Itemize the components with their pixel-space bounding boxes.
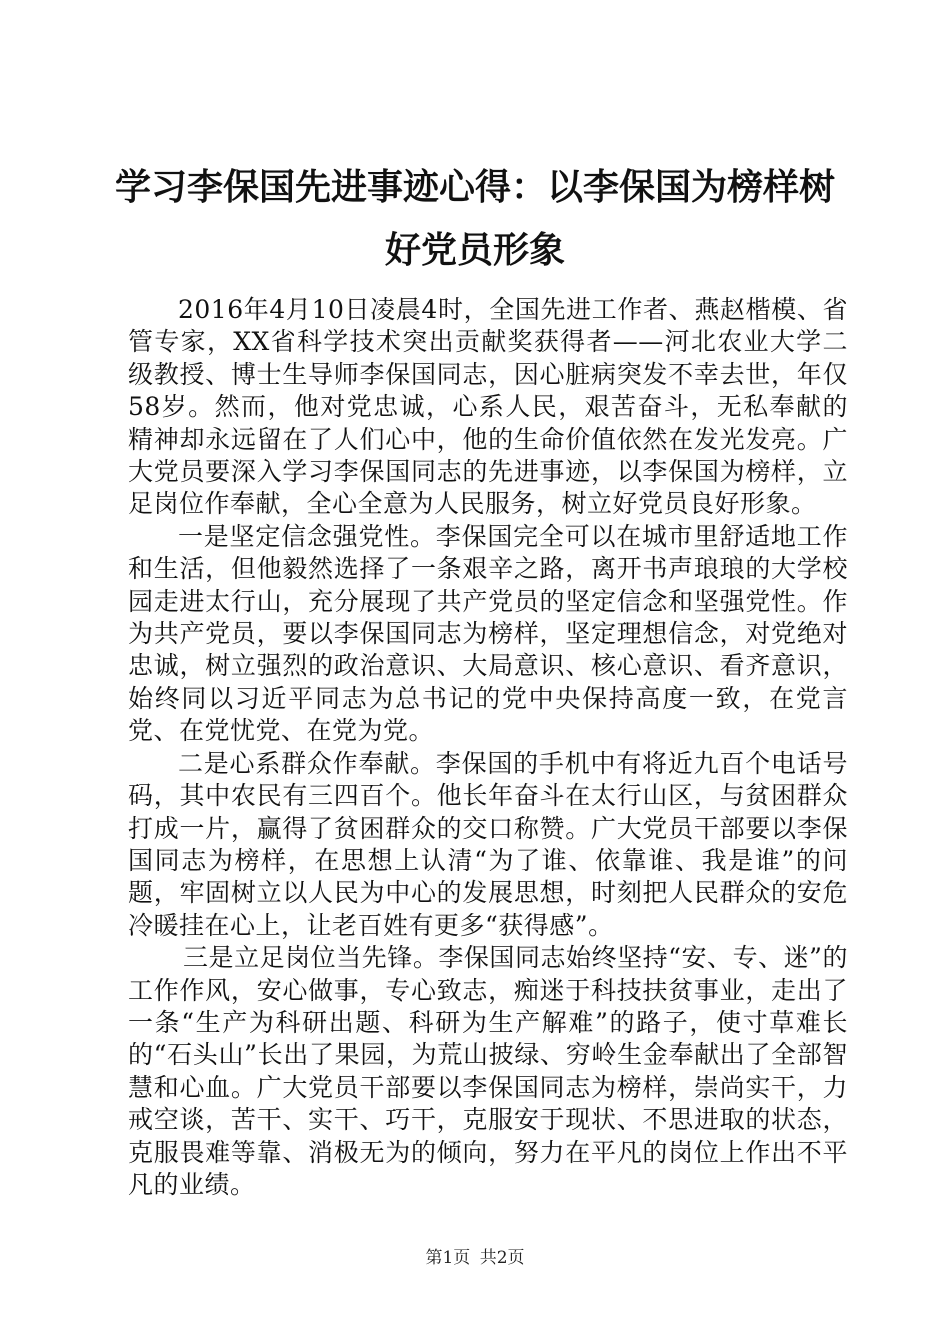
document-body	[128, 294, 848, 1201]
paragraph-point-one: 一是坚定信念强党性。李保国完全可以在城市里舒适地工作和生活，但他毅然选择了一条艰辛之路，离开书声琅琅的大学校园走进太行山，充分展现了共产党员的坚定信念和坚强党性。作为共产党员，要以李保国同志为榜样，坚定理想信念，对党绝对忠诚，树立强烈的政治意识、大局意识、核心意识、看齐意识，始终同以习近平同志为总书记的党中央保持高度一致，在党言党、在党忧党、在党为党。	[128, 521, 848, 746]
page-number: 第1页	[425, 1248, 471, 1268]
paragraph-point-three: 三是立足岗位当先锋。李保国同志始终坚持“安、专、迷”的工作作风，安心做事，专心致志，痴迷于科技扶贫事业，走出了一条“生产为科研出题、科研为生产解难”的路子，使寸草难长的“石头山”长出了果园，为荒山披绿、穷岭生金奉献出了全部智慧和心血。广大党员干部要以李保国同志为榜样，崇尚实干，力戒空谈，苦干、实干、巧干，克服安于现状、不思进取的状态，克服畏难等靠、消极无为的倾向，努力在平凡的岗位上作出不平凡的业绩。	[128, 943, 848, 1199]
paragraph-point-two: 二是心系群众作奉献。李保国的手机中有将近九百个电话号码，其中农民有三四百个。他长年奋斗在太行山区，与贫困群众打成一片，赢得了贫困群众的交口称赞。广大党员干部要以李保国同志为榜样，在思想上认清“为了谁、依靠谁、我是谁”的问题，牢固树立以人民为中心的发展思想，时刻把人民群众的安危冷暖挂在心上，让老百姓有更多“获得感”。	[128, 748, 848, 940]
page-footer	[0, 1243, 950, 1268]
paragraph-intro: 2016年4月10日凌晨4时，全国先进工作者、燕赵楷模、省管专家，XX省科学技术突出贡献奖获得者——河北农业大学二级教授、博士生导师李保国同志，因心脏病突发不幸去世，年仅58岁。然而，他对党忠诚，心系人民，艰苦奋斗，无私奉献的精神却永远留在了人们心中，他的生命价值依然在发光发亮。广大党员要深入学习李保国同志的先进事迹，以李保国为榜样，立足岗位作奉献，全心全意为人民服务，树立好党员良好形象。	[128, 295, 848, 519]
page-total: 共2页	[479, 1248, 525, 1268]
document-title: 学习李保国先进事迹心得：以李保国为榜样树好党员形象	[114, 167, 835, 271]
